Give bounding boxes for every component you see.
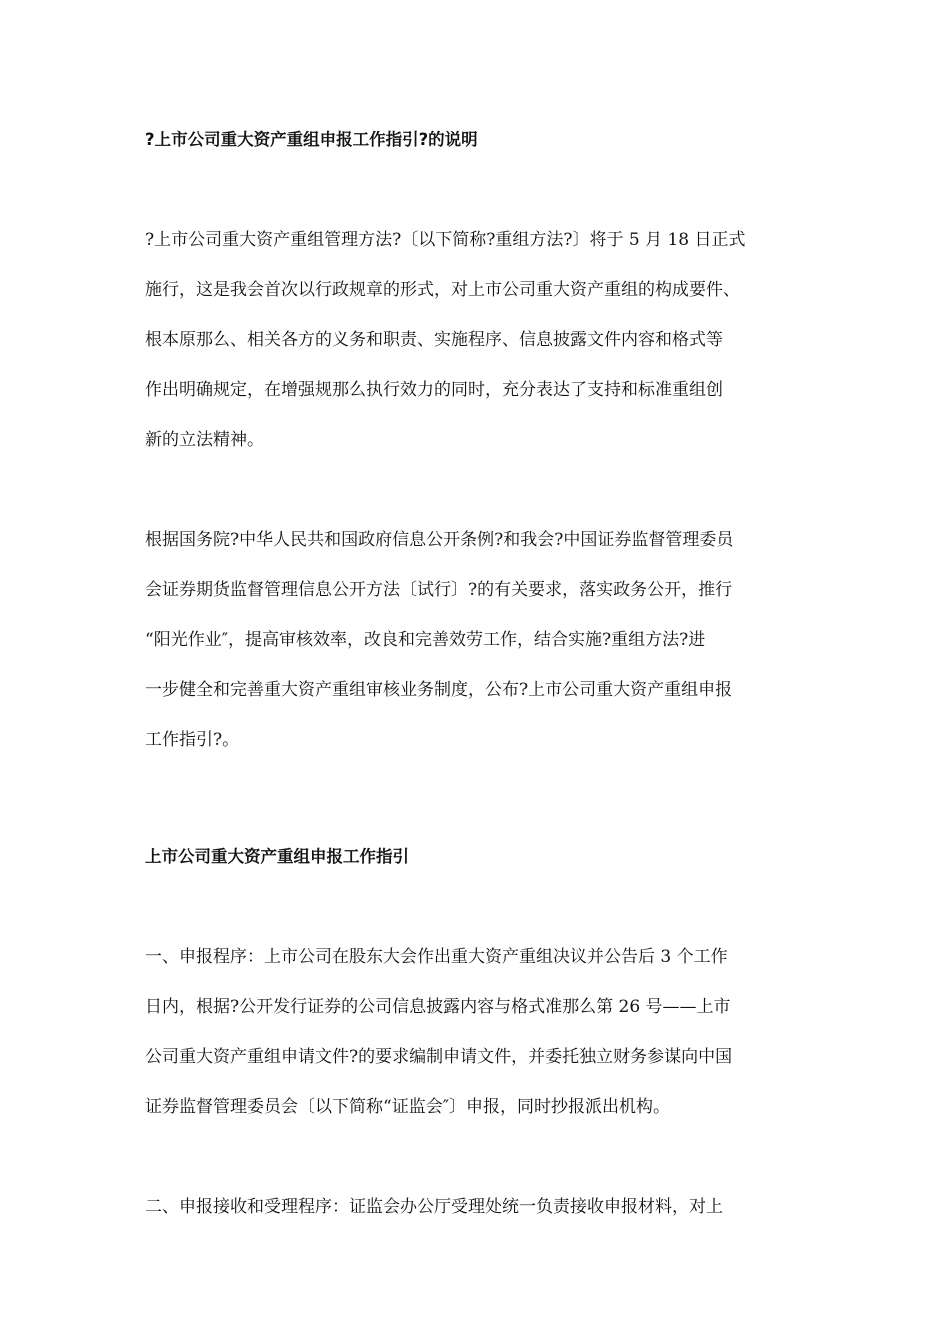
paragraph-line: ?上市公司重大资产重组管理方法?〔以下简称?重组方法?〕将于 5 月 18 日正式 (145, 230, 746, 250)
paragraph-line: 日内，根据?公开发行证券的公司信息披露内容与格式准那么第 26 号——上市 (145, 997, 731, 1017)
paragraph-line: 施行，这是我会首次以行政规章的形式，对上市公司重大资产重组的构成要件、 (145, 280, 740, 300)
document-heading: ?上市公司重大资产重组申报工作指引?的说明 (145, 130, 478, 149)
paragraph-line: 一、申报程序：上市公司在股东大会作出重大资产重组决议并公告后 3 个工作 (145, 947, 728, 967)
paragraph-line: 工作指引?。 (145, 730, 240, 750)
section-heading: 上市公司重大资产重组申报工作指引 (145, 847, 409, 866)
paragraph-line: 会证券期货监督管理信息公开方法〔试行〕?的有关要求，落实政务公开，推行 (145, 580, 733, 600)
paragraph-line: 公司重大资产重组申请文件?的要求编制申请文件，并委托独立财务参谋向中国 (145, 1047, 733, 1067)
paragraph-line: 根据国务院?中华人民共和国政府信息公开条例?和我会?中国证券监督管理委员 (145, 530, 734, 550)
paragraph-line: 作出明确规定，在增强规那么执行效力的同时，充分表达了支持和标准重组创 (145, 380, 723, 400)
paragraph-line: 证券监督管理委员会〔以下简称“证监会″〕申报，同时抄报派出机构。 (145, 1097, 671, 1117)
paragraph-line: 根本原那么、相关各方的义务和职责、实施程序、信息披露文件内容和格式等 (145, 330, 723, 350)
paragraph-line: 新的立法精神。 (145, 430, 264, 450)
paragraph-line: 二、申报接收和受理程序：证监会办公厅受理处统一负责接收申报材料，对上 (145, 1197, 723, 1217)
paragraph-line: “阳光作业″，提高审核效率，改良和完善效劳工作，结合实施?重组方法?进 (145, 630, 706, 650)
paragraph-line: 一步健全和完善重大资产重组审核业务制度，公布?上市公司重大资产重组申报 (145, 680, 733, 700)
